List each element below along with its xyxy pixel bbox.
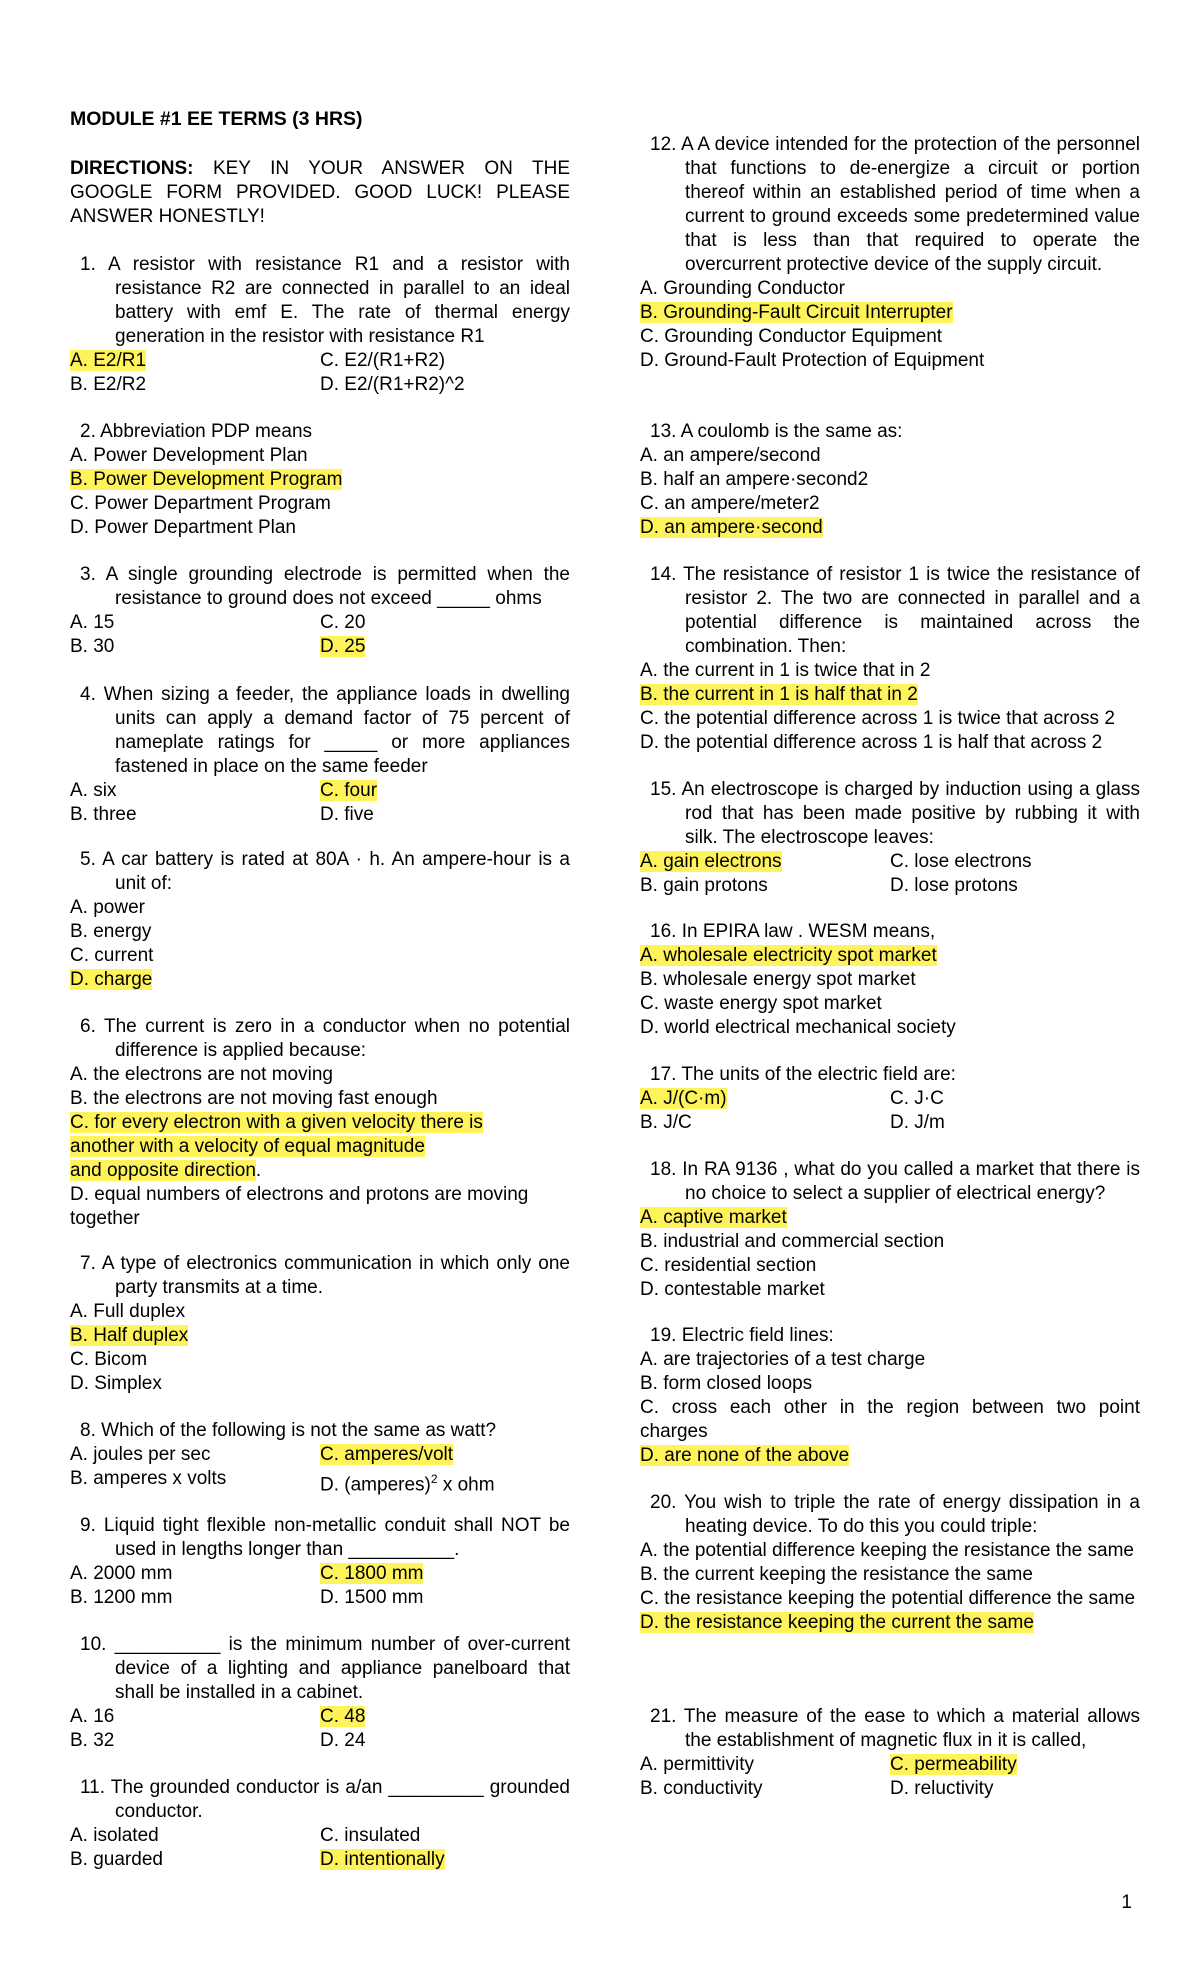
option-correct: C. 1800 mm	[320, 1563, 424, 1584]
option-correct: C. for every electron with a given velocity there is	[70, 1112, 483, 1133]
option: D. (amperes)	[320, 1474, 431, 1496]
question-stem: 8. Which of the following is not the same as watt?	[80, 1420, 497, 1441]
option-correct-cont: another with a velocity of equal magnitude	[70, 1136, 425, 1157]
page-title: MODULE #1 EE TERMS (3 HRS)	[70, 108, 363, 130]
option: C. Grounding Conductor Equipment	[640, 326, 943, 347]
option: D. lose protons	[890, 875, 1018, 896]
question-stem: 6. The current is zero in a conductor when no potential difference is applied because:	[80, 1016, 570, 1061]
option: C. J·C	[890, 1088, 944, 1109]
option-tail: x ohm	[437, 1474, 495, 1496]
option-correct: C. four	[320, 780, 378, 801]
question-6	[70, 1015, 570, 1231]
option: C. 20	[320, 612, 366, 633]
option: B. form closed loops	[640, 1373, 813, 1394]
option: B. energy	[70, 921, 152, 942]
option: B. gain protons	[640, 875, 768, 896]
option: B. industrial and commercial section	[640, 1231, 945, 1252]
question-stem: 18. In RA 9136 , what do you called a market that there is no choice to select a supplier of electrical energy?	[650, 1159, 1140, 1204]
option: C. residential section	[640, 1255, 817, 1276]
option: C. lose electrons	[890, 851, 1032, 872]
directions-label: DIRECTIONS:	[70, 158, 194, 179]
period: .	[255, 1160, 262, 1181]
question-18	[640, 1158, 1140, 1302]
question-stem: 10. __________ is the minimum number of over-current device of a lighting and appliance panelboard that shall be installed in a cabinet.	[80, 1634, 570, 1703]
option: D. Simplex	[70, 1373, 162, 1394]
question-stem: 17. The units of the electric field are:	[650, 1064, 956, 1085]
question-19	[640, 1324, 1140, 1468]
option-correct: D. the resistance keeping the current the same	[640, 1612, 1034, 1633]
option: B. half an ampere·second2	[640, 469, 869, 490]
question-10	[70, 1633, 570, 1753]
question-stem: 9. Liquid tight flexible non-metallic conduit shall NOT be used in lengths longer than __________.	[80, 1515, 570, 1560]
option: A. the electrons are not moving	[70, 1064, 333, 1085]
option: C. insulated	[320, 1825, 421, 1846]
option: A. Power Development Plan	[70, 445, 308, 466]
option-correct: A. E2/R1	[70, 350, 147, 371]
question-stem: 21. The measure of the ease to which a material allows the establishment of magnetic flux in it is called,	[650, 1706, 1140, 1751]
option: B. 32	[70, 1730, 115, 1751]
directions	[70, 157, 570, 229]
question-5	[70, 848, 570, 992]
option-correct: B. Grounding-Fault Circuit Interrupter	[640, 302, 953, 323]
option-correct: D. 25	[320, 636, 366, 657]
option: B. amperes x volts	[70, 1468, 227, 1489]
question-stem: 15. An electroscope is charged by induction using a glass rod that has been made positive by rubbing it with silk. The electroscope leaves:	[650, 779, 1140, 848]
question-stem: 4. When sizing a feeder, the appliance loads in dwelling units can apply a demand factor of 75 percent of nameplate ratings for _____ or more appliances fastened in place on the same feeder	[80, 684, 570, 777]
option-correct: A. J/(C·m)	[640, 1088, 727, 1109]
question-4	[70, 683, 570, 827]
option: B. the electrons are not moving fast enough	[70, 1088, 438, 1109]
option: A. isolated	[70, 1825, 159, 1846]
option: A. Grounding Conductor	[640, 278, 845, 299]
question-15	[640, 778, 1140, 898]
option: B. three	[70, 804, 137, 825]
option: C. an ampere/meter2	[640, 493, 820, 514]
option-correct: A. gain electrons	[640, 851, 782, 872]
question-stem: 5. A car battery is rated at 80A · h. An ampere-hour is a unit of:	[80, 849, 570, 894]
question-stem: 20. You wish to triple the rate of energy dissipation in a heating device. To do this you could triple:	[650, 1492, 1140, 1537]
option: A. six	[70, 780, 117, 801]
option: A. permittivity	[640, 1754, 755, 1775]
option-correct: B. Power Development Program	[70, 469, 343, 490]
option: D. J/m	[890, 1112, 945, 1133]
question-13	[640, 420, 1140, 540]
option: B. the current keeping the resistance the same	[640, 1564, 1033, 1585]
question-3	[70, 563, 570, 659]
question-7	[70, 1252, 570, 1396]
option: D. Power Department Plan	[70, 517, 296, 538]
question-stem: 16. In EPIRA law . WESM means,	[650, 921, 936, 942]
superscript: 2	[430, 1472, 438, 1486]
question-8	[70, 1419, 570, 1496]
question-stem: 3. A single grounding electrode is permitted when the resistance to ground does not exceed _____ ohms	[80, 564, 570, 609]
option-correct: B. Half duplex	[70, 1325, 189, 1346]
option-correct-cont: and opposite direction	[70, 1160, 256, 1181]
question-14	[640, 563, 1140, 755]
option: A. joules per sec	[70, 1444, 211, 1465]
option: D. Ground-Fault Protection of Equipment	[640, 350, 985, 371]
option-correct: A. wholesale electricity spot market	[640, 945, 937, 966]
option: B. 1200 mm	[70, 1587, 173, 1608]
question-20	[640, 1491, 1140, 1635]
option-correct: D. are none of the above	[640, 1445, 850, 1466]
question-12	[640, 133, 1140, 373]
option: B. E2/R2	[70, 374, 147, 395]
option: A. are trajectories of a test charge	[640, 1349, 926, 1370]
option: C. cross each other in the region between two point charges	[640, 1397, 1140, 1442]
option: D. five	[320, 804, 374, 825]
option-correct: A. captive market	[640, 1207, 787, 1228]
option: D. world electrical mechanical society	[640, 1017, 956, 1038]
option: D. E2/(R1+R2)^2	[320, 374, 465, 395]
option: A. an ampere/second	[640, 445, 821, 466]
option: D. reluctivity	[890, 1778, 994, 1799]
option: D. equal numbers of electrons and protons are moving	[70, 1184, 529, 1205]
option-correct: B. the current in 1 is half that in 2	[640, 684, 918, 705]
question-21	[640, 1705, 1140, 1801]
question-17	[640, 1063, 1140, 1135]
option: C. the resistance keeping the potential difference the same	[640, 1588, 1136, 1609]
option: A. Full duplex	[70, 1301, 186, 1322]
question-stem: 2. Abbreviation PDP means	[80, 421, 313, 442]
question-2	[70, 420, 570, 540]
question-11	[70, 1776, 570, 1872]
option: A. 15	[70, 612, 115, 633]
question-stem: 11. The grounded conductor is a/an _________ grounded conductor.	[80, 1777, 570, 1822]
question-1	[70, 253, 570, 397]
option: A. 16	[70, 1706, 115, 1727]
option: D. 24	[320, 1730, 366, 1751]
question-stem: 12. A A device intended for the protection of the personnel that functions to de-energize a circuit or portion thereof within an established period of time when a current to ground exceeds some predetermined value that is less than that required to operate the overcurrent protective device of the supply circuit.	[650, 134, 1140, 275]
option: C. E2/(R1+R2)	[320, 350, 446, 371]
option: D. contestable market	[640, 1279, 825, 1300]
option: B. conductivity	[640, 1778, 763, 1799]
option-correct: C. 48	[320, 1706, 366, 1727]
option-correct: C. permeability	[890, 1754, 1017, 1775]
question-stem: 7. A type of electronics communication in which only one party transmits at a time.	[80, 1253, 570, 1298]
option-correct: D. intentionally	[320, 1849, 445, 1870]
option: B. guarded	[70, 1849, 163, 1870]
page-number: 1	[1121, 1892, 1132, 1913]
option: B. 30	[70, 636, 115, 657]
option-cont: together	[70, 1208, 140, 1229]
option-correct: C. amperes/volt	[320, 1444, 454, 1465]
option: C. waste energy spot market	[640, 993, 882, 1014]
question-9	[70, 1514, 570, 1610]
option: C. the potential difference across 1 is twice that across 2	[640, 708, 1115, 729]
option: B. J/C	[640, 1112, 692, 1133]
question-stem: 1. A resistor with resistance R1 and a resistor with resistance R2 are connected in parallel to an ideal battery with emf E. The rate of thermal energy generation in the resistor with resistance R1	[80, 254, 570, 347]
question-stem: 13. A coulomb is the same as:	[650, 421, 903, 442]
option: A. power	[70, 897, 145, 918]
option: C. Power Department Program	[70, 493, 331, 514]
option: C. current	[70, 945, 154, 966]
option: D. the potential difference across 1 is half that across 2	[640, 732, 1103, 753]
directions-text: KEY IN YOUR ANSWER ON THE GOOGLE FORM PROVIDED. GOOD LUCK! PLEASE ANSWER HONESTLY!	[70, 158, 570, 227]
option-correct: D. an ampere·second	[640, 517, 823, 538]
question-stem: 19. Electric field lines:	[650, 1325, 834, 1346]
option: C. Bicom	[70, 1349, 148, 1370]
option: D. 1500 mm	[320, 1587, 424, 1608]
option-correct: D. charge	[70, 969, 153, 990]
option: B. wholesale energy spot market	[640, 969, 916, 990]
question-16	[640, 920, 1140, 1040]
option: A. the potential difference keeping the resistance the same	[640, 1540, 1134, 1561]
option: A. the current in 1 is twice that in 2	[640, 660, 931, 681]
option: A. 2000 mm	[70, 1563, 173, 1584]
question-stem: 14. The resistance of resistor 1 is twice the resistance of resistor 2. The two are connected in parallel and a potential difference is maintained across the combination. Then:	[650, 564, 1140, 657]
